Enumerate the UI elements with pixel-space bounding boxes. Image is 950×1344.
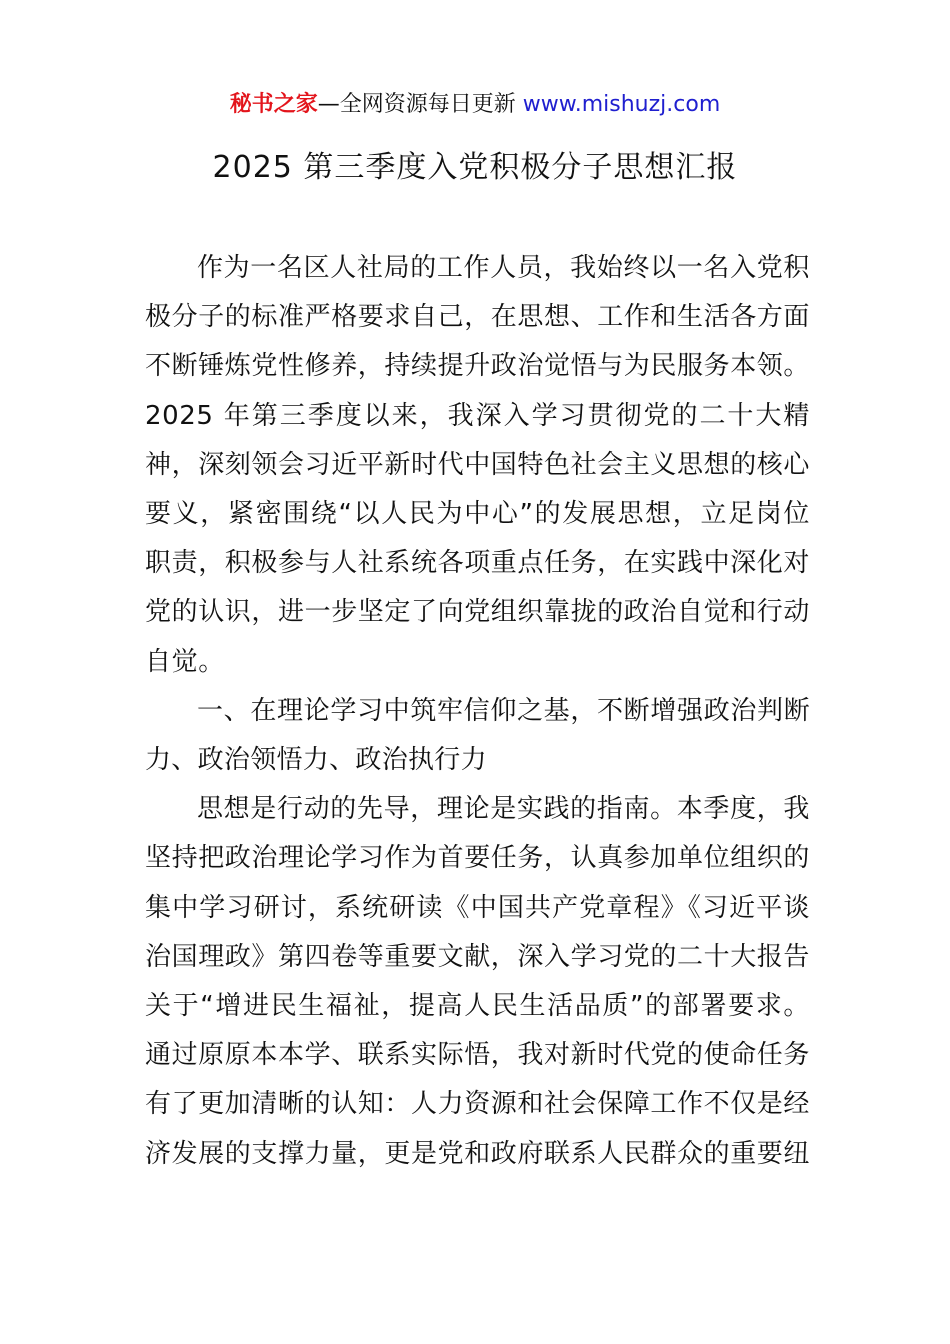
site-url-link[interactable]: www.mishuzj.com	[522, 92, 721, 117]
intro-paragraph: 作为一名区人社局的工作人员，我始终以一名入党积极分子的标准严格要求自己，在思想、工作和生活各方面不断锤炼党性修养，持续提升政治觉悟与为民服务本领。2025 年第三季度以来，我深入学习贯彻党的二十大精神，深刻领会习近平新时代中国特色社会主义思想的核心要义，紧密围绕“以人民为中心”的发展思想，立足岗位职责，积极参与人社系统各项重点任务，在实践中深化对党的认识，进一步坚定了向党组织靠拢的政治自觉和行动自觉。	[145, 253, 811, 677]
document-title: 2025 第三季度入党积极分子思想汇报	[212, 150, 738, 185]
section-heading: 一、在理论学习中筑牢信仰之基，不断增强政治判断力、政治领悟力、政治执行力	[145, 695, 810, 776]
site-header	[0, 88, 950, 122]
brand-name: 秘书之家	[229, 92, 318, 117]
document-body	[145, 244, 810, 1179]
header-slogan: —全网资源每日更新	[317, 92, 516, 117]
body-paragraph: 思想是行动的先导，理论是实践的指南。本季度，我坚持把政治理论学习作为首要任务，认真参加单位组织的集中学习研讨，系统研读《中国共产党章程》《习近平谈治国理政》第四卷等重要文献，深入学习党的二十大报告关于“增进民生福祉，提高人民生活品质”的部署要求。通过原原本本学、联系实际悟，我对新时代党的使命任务有了更加清晰的认知：人力资源和社会保障工作不仅是经济发展的支撑力量，更是党和政府联系人民群众的重要纽	[145, 794, 811, 1169]
